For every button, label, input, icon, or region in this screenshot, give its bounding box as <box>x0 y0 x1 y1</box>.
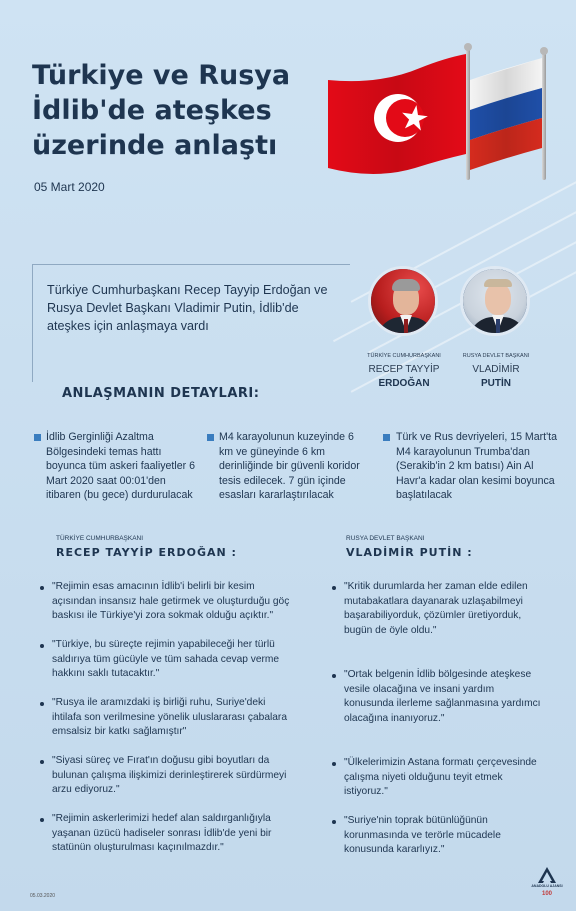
aa-logo-icon <box>537 866 557 884</box>
flag-pole <box>542 52 546 180</box>
detail-item: İdlib Gerginliği Azaltma Bölgesindeki temas hattı boyunca tüm askeri faaliyetler 6 Mart 2020 saat 00:01'den itibaren (bu gece) durdurulacak <box>46 431 195 501</box>
bullet-icon <box>40 644 44 648</box>
leader-last-name: ERDOĞAN <box>378 378 430 389</box>
bullet-icon <box>40 818 44 822</box>
quote-item: "Türkiye, bu süreçte rejimin yapabileceği her türlü saldırıya tüm gücüyle ve tüm sahada cevap verme hakkını saklı tutacaktır." <box>52 639 280 680</box>
logo-anniversary: 100 <box>541 891 552 897</box>
detail-item: M4 karayolunun kuzeyinde 6 km ve güneyinde 6 km derinliğinde bir güvenli koridor tesis edilecek. 7 gün içinde esasları kararlaştırılacak <box>219 431 360 501</box>
avatar-putin <box>460 266 530 336</box>
quote-item: "Suriye'nin toprak bütünlüğünün korunmasında ve terörle mücadele konusunda kararlıyız." <box>344 815 501 856</box>
bullet-icon <box>332 762 336 766</box>
flag-pole-knob <box>540 47 548 55</box>
quote-name-putin: VLADİMİR PUTİN : <box>346 546 473 559</box>
bullet-icon <box>40 702 44 706</box>
bullet-square-icon <box>207 434 214 441</box>
leader-role: TÜRKİYE CUMHURBAŞKANI <box>367 353 441 359</box>
logo-text: ANADOLU AJANSI <box>531 884 563 888</box>
quote-item: "Siyasi süreç ve Fırat'ın doğusu gibi boyutları da bulunan çalışma ilişkimizi derinleştirerek sürdürmeyi arzu ediyoruz." <box>52 755 287 796</box>
quote-role-erdogan: TÜRKİYE CUMHURBAŞKANI <box>56 535 144 542</box>
bullet-icon <box>40 760 44 764</box>
bullet-icon <box>332 820 336 824</box>
flags-illustration <box>320 40 570 180</box>
footer-date: 05.03.2020 <box>30 893 56 899</box>
bullet-icon <box>40 586 44 590</box>
bullet-icon <box>332 674 336 678</box>
russia-flag-icon <box>320 40 570 180</box>
quote-item: "Kritik durumlarda her zaman elde edilen mutabakatlara dayanarak uzlaşabilmeyi başarabiliyorduk, çözümler üretiyorduk, bugün de öyle oldu." <box>344 581 528 636</box>
leader-role: RUSYA DEVLET BAŞKANI <box>462 353 530 359</box>
bullet-square-icon <box>34 434 41 441</box>
quote-item: "Rusya ile aramızdaki iş birliği ruhu, Suriye'deki ihtilafa son verilmesine yönelik uluslararası çabalara emsalsiz bir katkı sağlamıştır" <box>52 697 287 738</box>
publish-date: 05 Mart 2020 <box>34 180 105 194</box>
leader-first-name: VLADİMİR <box>472 364 520 375</box>
intro-text: Türkiye Cumhurbaşkanı Recep Tayyip Erdoğan ve Rusya Devlet Başkanı Vladimir Putin, İdlib'de ateşkes için anlaşmaya vardı <box>47 283 328 333</box>
quote-name-erdogan: RECEP TAYYİP ERDOĞAN : <box>56 546 237 559</box>
quote-role-putin: RUSYA DEVLET BAŞKANI <box>346 535 425 542</box>
page-title: Türkiye ve Rusya İdlib'de ateşkes üzerinde anlaştı <box>32 60 291 161</box>
quote-item: "Ülkelerimizin Astana formatı çerçevesinde çalışma niyeti olduğunu teyit etmek istiyoruz." <box>344 757 537 798</box>
flag-pole <box>466 48 470 180</box>
detail-item: Türk ve Rus devriyeleri, 15 Mart'ta M4 karayolunun Trumba'dan (Serakib'in 2 km batısı) Ain Al Havr'a kadar olan kesimi boyunca başlatılacak <box>396 431 557 501</box>
leader-first-name: RECEP TAYYİP <box>368 364 440 375</box>
bullet-icon <box>332 586 336 590</box>
quote-item: "Rejimin esas amacının İdlib'i belirli bir kesim açısından insansız hale getirmek ve oluşturduğu göç baskısı ile Türkiye'yi zora sokmak olduğu açıktır." <box>52 581 290 622</box>
details-title: ANLAŞMANIN DETAYLARI: <box>62 386 260 401</box>
anadolu-agency-logo <box>530 866 564 906</box>
quote-item: "Rejimin askerlerimizi hedef alan saldırganlığıyla yaşanan üzücü hadiseler sonrası İdlib'de yeni bir statünün oluşturulması kaçınılmazdır." <box>52 813 272 854</box>
leader-last-name: PUTİN <box>481 378 511 389</box>
avatar-erdogan <box>368 266 438 336</box>
flag-pole-knob <box>464 43 472 51</box>
quote-item: "Ortak belgenin İdlib bölgesinde ateşkese vesile olacağına ve insani yardım konusunda ilerleme sağlanmasına yardımcı olacağına inanıyoruz." <box>344 669 541 724</box>
bullet-square-icon <box>383 434 390 441</box>
